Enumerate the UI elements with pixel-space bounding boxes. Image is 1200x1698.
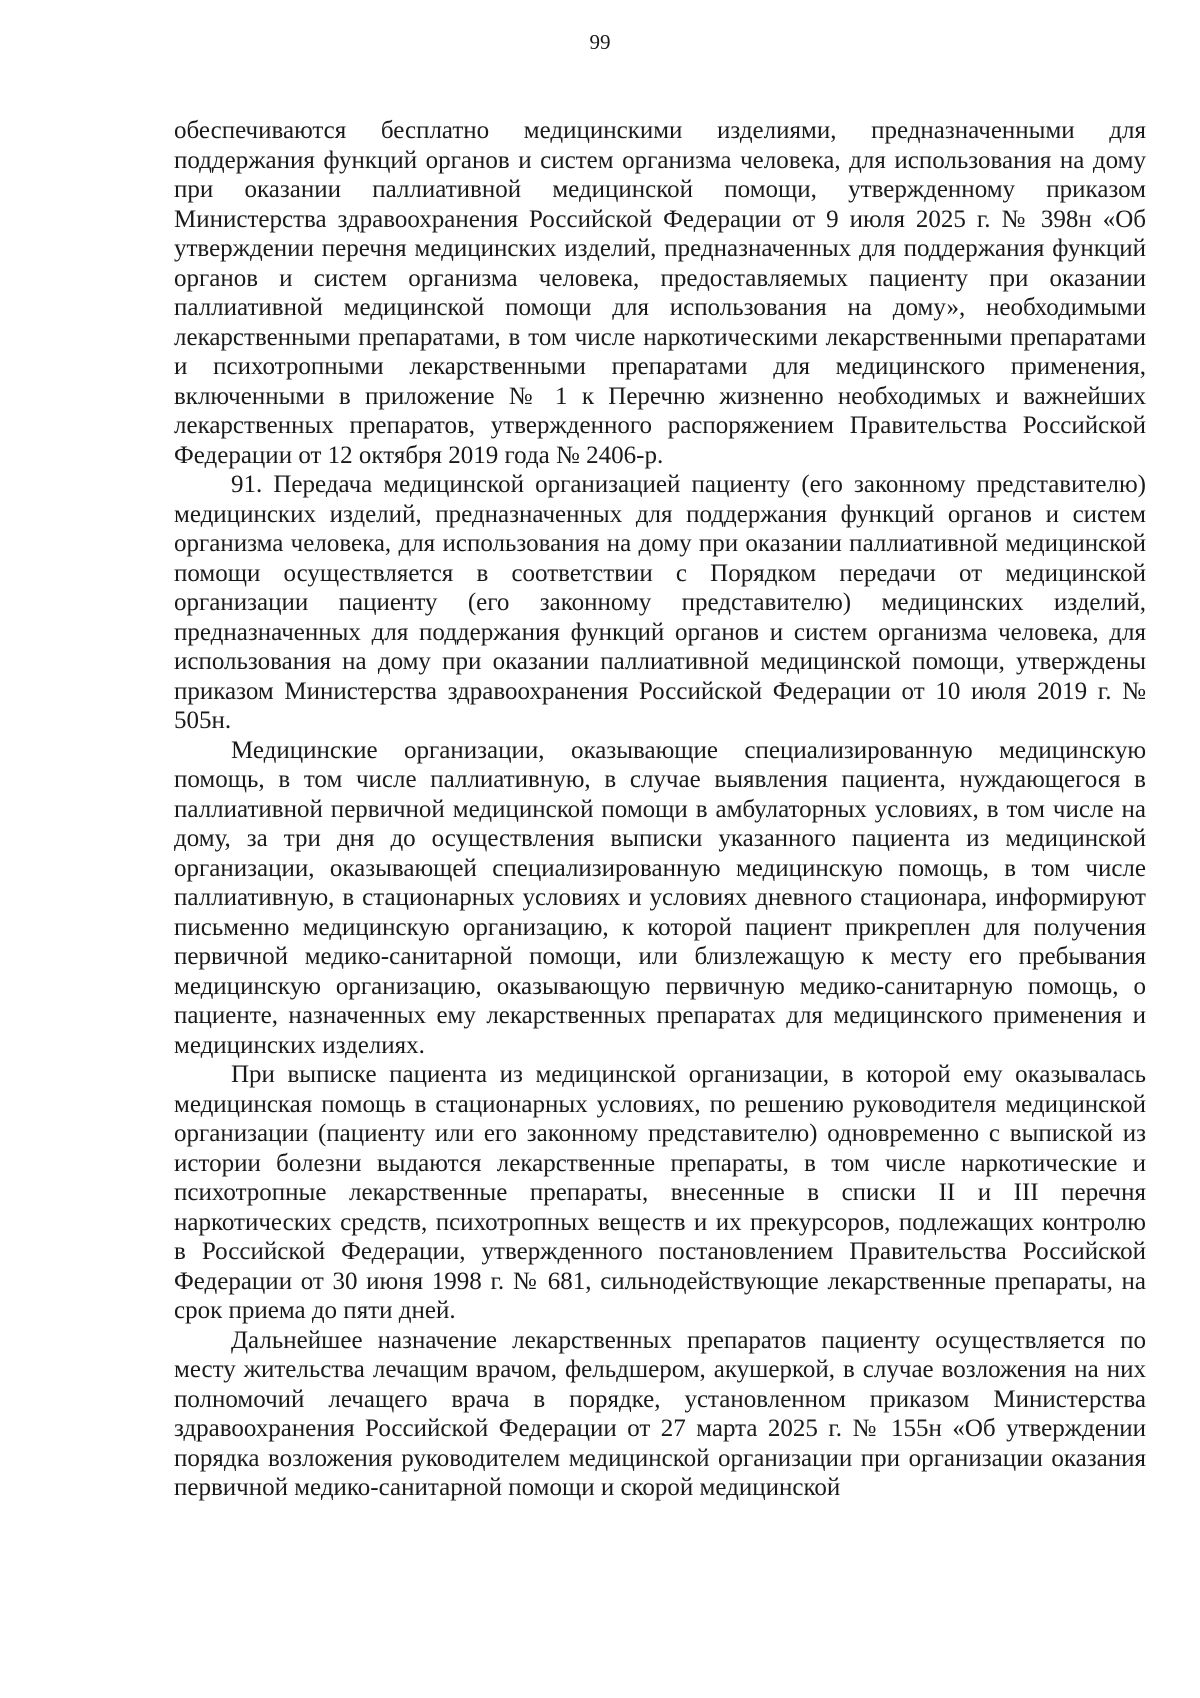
paragraph-clause-91: 91. Передача медицинской организацией пациенту (его законному представителю) медицинских изделий, предназначенных для поддержания функций органов и систем организма человека, для использования на дому при оказании паллиативной медицинской помощи осуществляется в соответствии с Порядком передачи от медицинской организации пациенту (его законному представителю) медицинских изделий, предназначенных для поддержания функций органов и систем организма человека, для использования на дому при оказании паллиативной медицинской помощи, утверждены приказом Министерства здравоохранения Российской Федерации от 10 июля 2019 г. № 505н. — [174, 471, 1146, 734]
page-number: 99 — [589, 30, 611, 54]
document-body — [174, 116, 1146, 1503]
paragraph-further-prescription: Дальнейшее назначение лекарственных препаратов пациенту осуществляется по месту жительства лечащим врачом, фельдшером, акушеркой, в случае возложения на них полномочий лечащего врача в порядке, установленном приказом Министерства здравоохранения Российской Федерации от 27 марта 2025 г. № 155н «Об утверждении порядка возложения руководителем медицинской организации при организации оказания первичной медико-санитарной помощи и скорой медицинской — [174, 1326, 1146, 1501]
paragraph-discharge-medications: При выписке пациента из медицинской организации, в которой ему оказывалась медицинская помощь в стационарных условиях, по решению руководителя медицинской организации (пациенту или его законному представителю) одновременно с выпиской из истории болезни выдаются лекарственные препараты, в том числе наркотические и психотропные лекарственные препараты, внесенные в списки II и III перечня наркотических средств, психотропных веществ и их прекурсоров, подлежащих контролю в Российской Федерации, утвержденного постановлением Правительства Российской Федерации от 30 июня 1998 г. № 681, сильнодействующие лекарственные препараты, на срок приема до пяти дней. — [174, 1061, 1146, 1324]
paragraph-continuation: обеспечиваются бесплатно медицинскими изделиями, предназначенными для поддержания функций органов и систем организма человека, для использования на дому при оказании паллиативной медицинской помощи, утвержденному приказом Министерства здравоохранения Российской Федерации от 9 июля 2025 г. № 398н «Об утверждении перечня медицинских изделий, предназначенных для поддержания функций органов и систем организма человека, предоставляемых пациенту при оказании паллиативной медицинской помощи для использования на дому», необходимыми лекарственными препаратами, в том числе наркотическими лекарственными препаратами и психотропными лекарственными препаратами для медицинского применения, включенными в приложение № 1 к Перечню жизненно необходимых и важнейших лекарственных препаратов, утвержденного распоряжением Правительства Российской Федерации от 12 октября 2019 года № 2406-р. — [174, 117, 1146, 469]
paragraph-hospital-notification: Медицинские организации, оказывающие специализированную медицинскую помощь, в том числе паллиативную, в случае выявления пациента, нуждающегося в паллиативной первичной медицинской помощи в амбулаторных условиях, в том числе на дому, за три дня до осуществления выписки указанного пациента из медицинской организации, оказывающей специализированную медицинскую помощь, в том числе паллиативную, в стационарных условиях и условиях дневного стационара, информируют письменно медицинскую организацию, к которой пациент прикреплен для получения первичной медико-санитарной помощи, или близлежащую к месту его пребывания медицинскую организацию, оказывающую первичную медико-санитарную помощь, о пациенте, назначенных ему лекарственных препаратах для медицинского применения и медицинских изделиях. — [174, 736, 1146, 1059]
